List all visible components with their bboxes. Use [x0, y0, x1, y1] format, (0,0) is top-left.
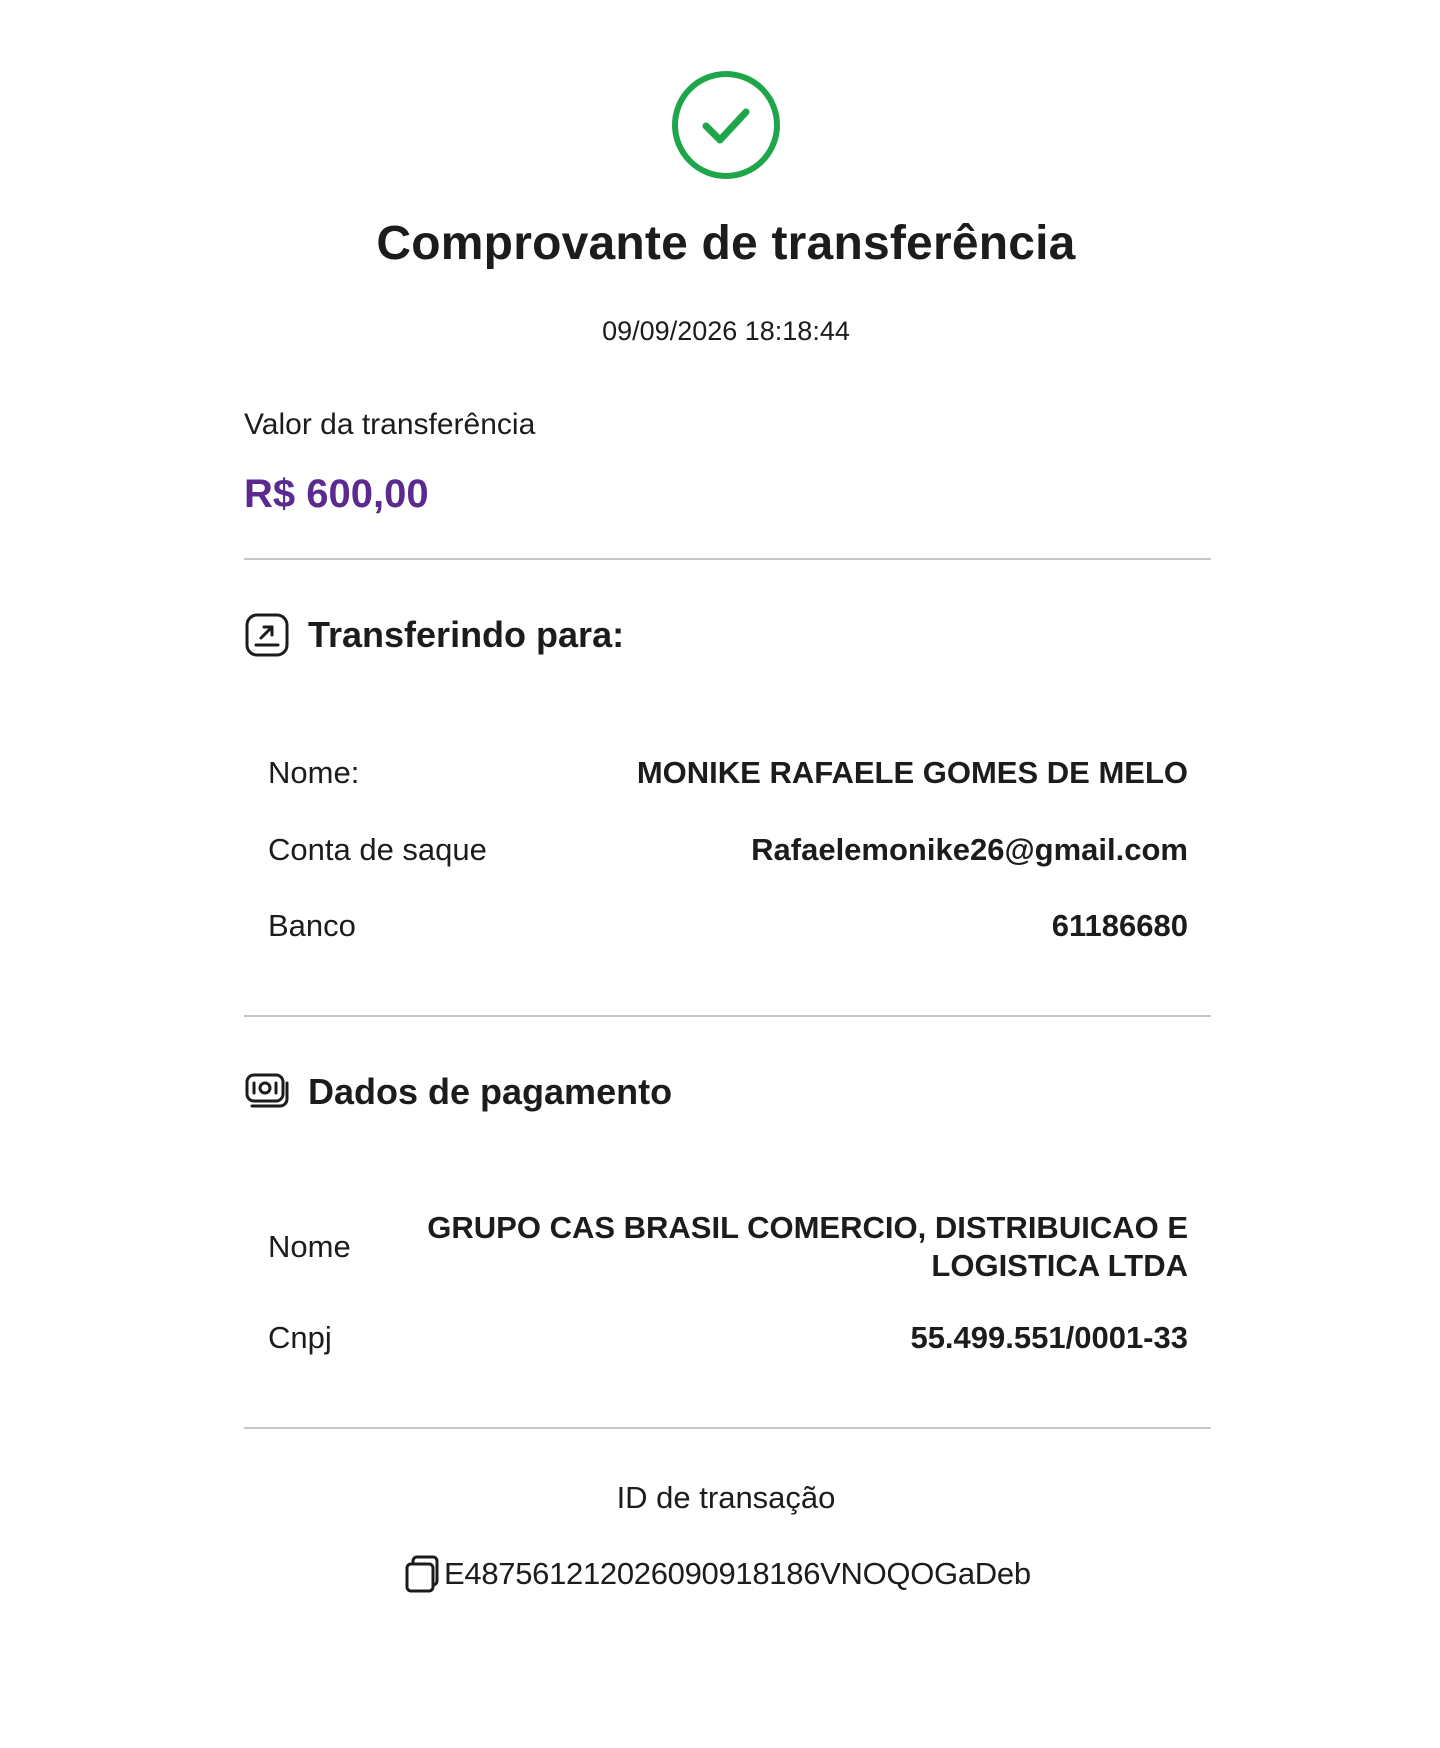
transfer-out-icon: [244, 612, 290, 658]
page-title: Comprovante de transferência: [376, 217, 1076, 270]
divider: [244, 1427, 1211, 1429]
transaction-id-value[interactable]: E487561212026090918186VNOQOGaDeb: [444, 1556, 1031, 1591]
divider: [244, 558, 1211, 560]
detail-row-cnpj: [268, 1320, 1188, 1356]
money-bill-icon: [244, 1069, 290, 1115]
transaction-id-row: [404, 1554, 1031, 1594]
detail-value: 61186680: [1051, 908, 1188, 943]
detail-label: Cnpj: [268, 1320, 332, 1355]
detail-value: MONIKE RAFAELE GOMES DE MELO: [636, 755, 1188, 790]
transfer-datetime: 09/09/2026 18:18:44: [602, 316, 850, 346]
divider: [244, 1015, 1211, 1017]
section-header-payment-data: [244, 1067, 672, 1117]
detail-value: 55.499.551/0001-33: [910, 1320, 1188, 1355]
amount-value: R$ 600,00: [244, 472, 429, 516]
section-header-transfer-to: [244, 610, 624, 660]
success-check-icon: [671, 70, 781, 180]
detail-value: Rafaelemonike26@gmail.com: [751, 832, 1188, 867]
amount-label: Valor da transferência: [244, 408, 536, 441]
transaction-id-label: ID de transação: [616, 1480, 836, 1515]
detail-label: Conta de saque: [268, 832, 487, 867]
section-title: Transferindo para:: [308, 614, 625, 655]
detail-value: GRUPO CAS BRASIL COMERCIO, DISTRIBUICAO E LOGISTICA LTDA: [427, 1210, 1188, 1283]
detail-row-nome: [268, 755, 1188, 791]
detail-label: Nome:: [268, 755, 360, 790]
section-title: Dados de pagamento: [308, 1071, 673, 1112]
detail-row-banco: [268, 908, 1188, 944]
copy-icon[interactable]: [404, 1554, 440, 1594]
detail-label: Banco: [268, 908, 356, 943]
detail-label: Nome: [268, 1229, 351, 1264]
detail-row-nome-pagador: [268, 1209, 1188, 1285]
detail-row-conta: [268, 832, 1188, 868]
